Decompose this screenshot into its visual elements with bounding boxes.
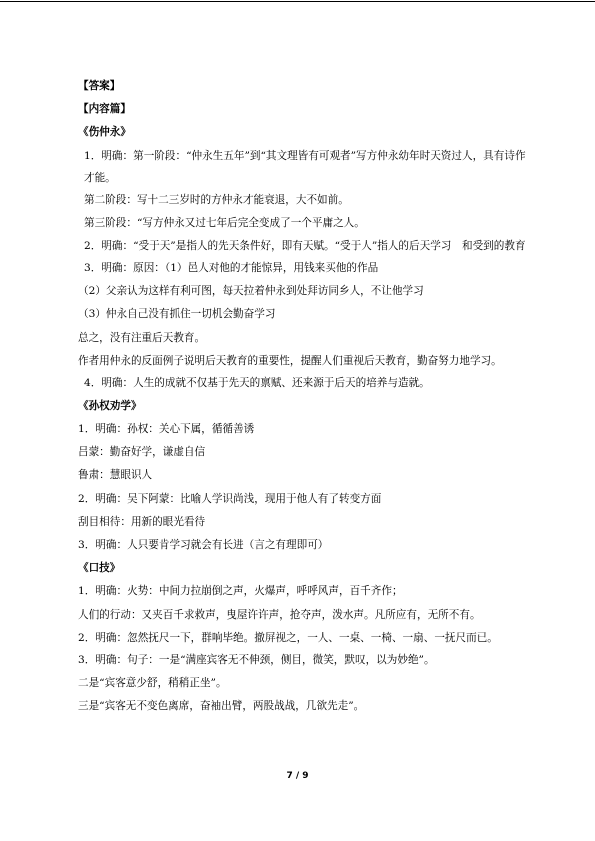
paragraph: 二是“宾客意少舒，稍稍正坐”。 bbox=[78, 676, 227, 689]
paragraph: （2）父亲认为这样有利可图，每天拉着仲永到处拜访同乡人，不让他学习 bbox=[78, 285, 424, 298]
paragraph: 1．明确：孙权：关心下属，循循善诱 bbox=[78, 423, 255, 436]
paragraph: 刮目相待：用新的眼光看待 bbox=[78, 515, 206, 528]
paragraph: 作者用仲永的反面例子说明后天教育的重要性，提醒人们重视后天教育，勤奋努力地学习。 bbox=[78, 354, 502, 367]
paragraph: 2．明确：吴下阿蒙：比喻人学识尚浅，现用于他人有了转变方面 bbox=[78, 492, 382, 505]
paragraph: 4．明确：人生的成就不仅基于先天的禀赋、还来源于后天的培养与造就。 bbox=[84, 376, 430, 389]
paragraph: 2．明确：忽然抚尺一下，群响毕绝。撤屏视之，一人、一桌、一椅、一扇、一抚尺而已。 bbox=[78, 631, 498, 644]
answer-heading: 【答案】 bbox=[78, 80, 121, 92]
paragraph: 总之，没有注重后天教育。 bbox=[78, 331, 206, 344]
paragraph: 鲁肃：慧眼识人 bbox=[78, 469, 153, 482]
paragraph: 1．明确：第一阶段：“仲永生五年”到“其文理皆有可观者”写方仲永幼年时天资过人，具有诗作才能。 bbox=[84, 149, 526, 184]
paragraph: （3）仲永自己没有抓住一切机会勤奋学习 bbox=[78, 308, 276, 321]
paragraph: 第二阶段：写十二三岁时的方仲永才能衰退，大不如前。 bbox=[84, 193, 349, 206]
paragraph: 人们的行动：又夹百千求救声，曳屋许许声，抢夺声，泼水声。凡所应有，无所不有。 bbox=[78, 608, 481, 621]
content-heading: 【内容篇】 bbox=[78, 103, 131, 116]
top-rule bbox=[0, 1, 595, 2]
paragraph: 第三阶段：“写方仲永又过七年后完全变成了一个平庸之人。 bbox=[84, 216, 365, 229]
paragraph: 3．明确：句子：一是“满座宾客无不伸颈，侧目，微笑，默叹，以为妙绝”。 bbox=[78, 653, 435, 666]
paragraph: 吕蒙：勤奋好学，谦虚自信 bbox=[78, 446, 206, 459]
section-title: 《口技》 bbox=[78, 562, 121, 575]
page-number: 7 / 9 bbox=[286, 771, 309, 781]
paragraph: 1．明确：火势：中间力拉崩倒之声，火爆声，呼呼风声，百千齐作； bbox=[78, 585, 403, 598]
section-title: 《孙权劝学》 bbox=[78, 399, 142, 412]
paragraph: 3．明确：原因：（1）邑人对他的才能惊异，用钱来买他的作品 bbox=[84, 261, 379, 274]
section-title: 《伤仲永》 bbox=[78, 126, 131, 139]
paragraph: 2．明确：“受于天”是指人的先天条件好，即有天赋。“受于人”指人的后天学习 和受到的教育 bbox=[84, 239, 526, 252]
paragraph: 3．明确：人只要肯学习就会有长进（言之有理即可） bbox=[78, 539, 329, 551]
paragraph: 三是“宾客无不变色离席，奋袖出臂，两股战战，几欲先走”。 bbox=[78, 700, 365, 713]
answer-content bbox=[78, 75, 528, 718]
